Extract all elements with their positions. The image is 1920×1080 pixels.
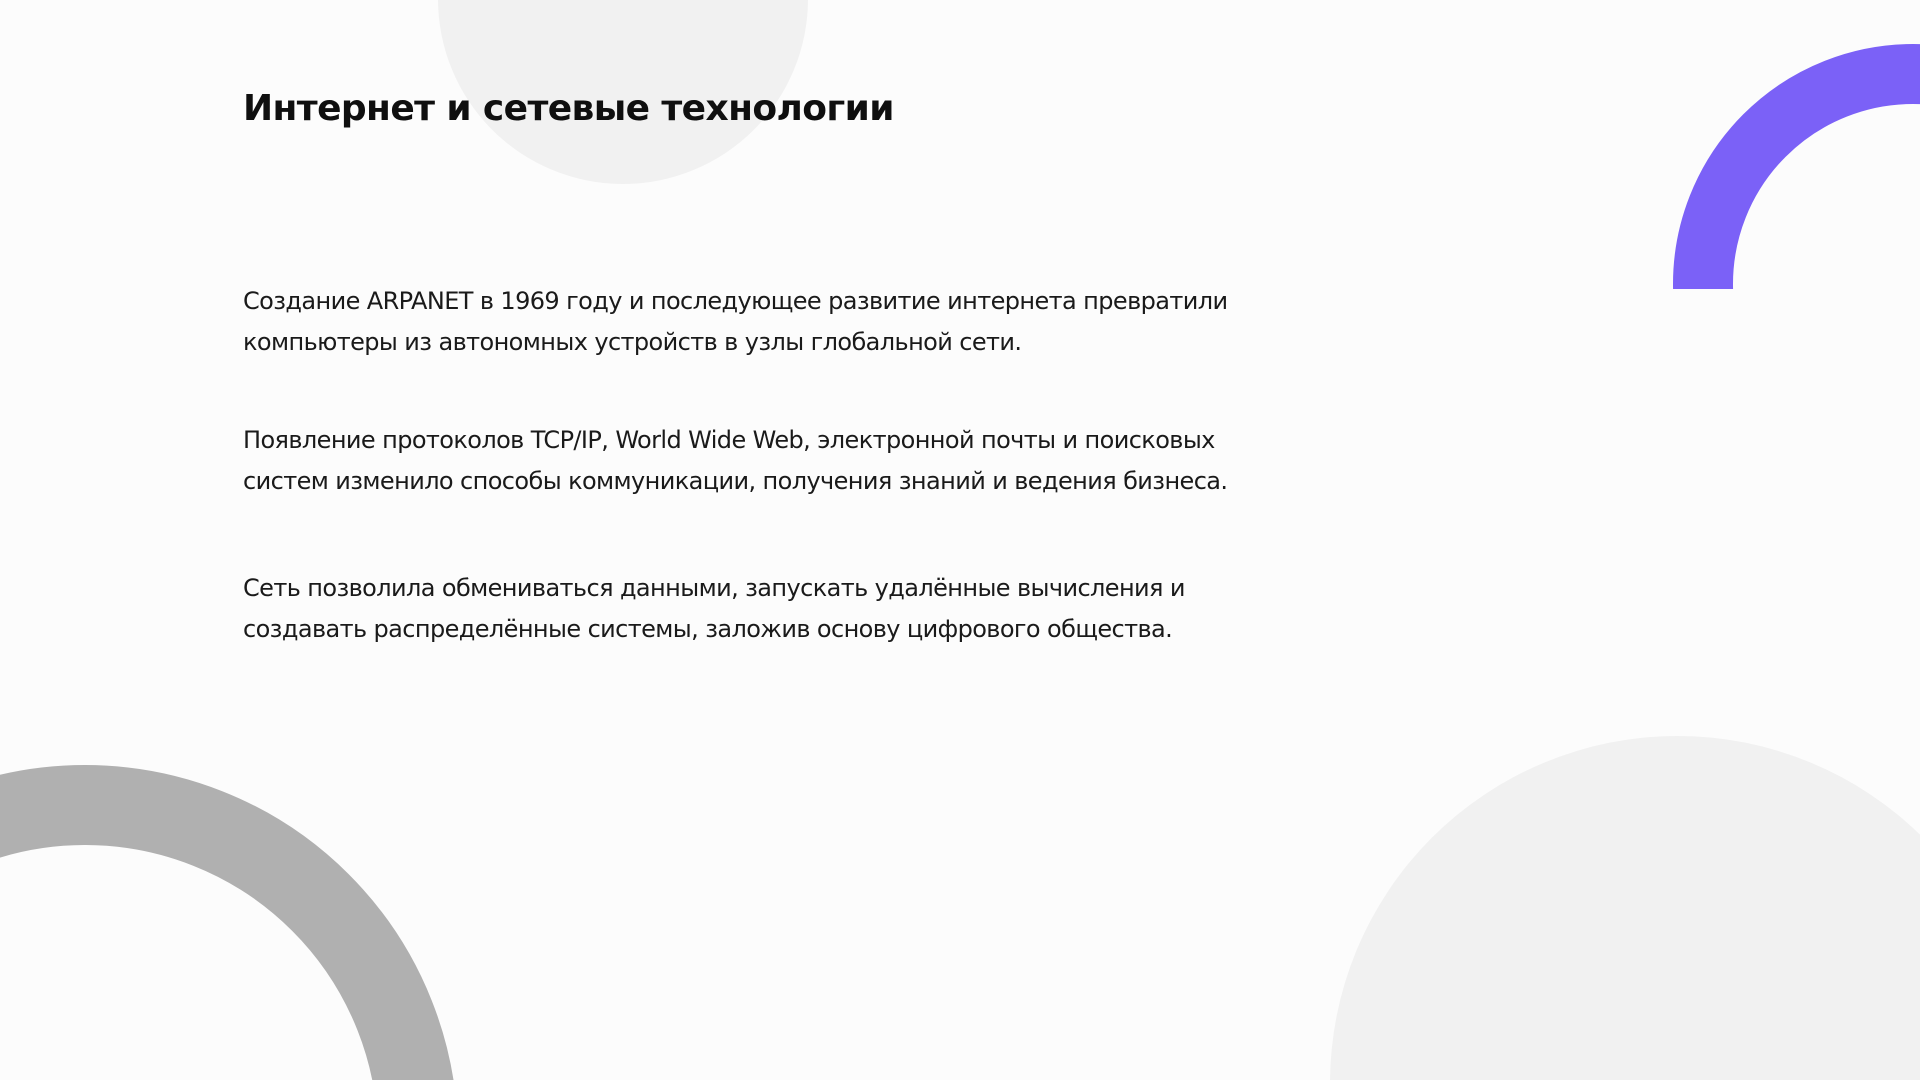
paragraph-arpanet: Создание ARPANET в 1969 году и последующее развитие интернета превратили компьютеры из автономных устройств в узлы глобальной сети. <box>243 287 1228 356</box>
decorative-ring-bottom-left <box>0 765 458 1080</box>
slide-title: Интернет и сетевые технологии <box>243 88 894 129</box>
paragraph-network-society: Сеть позволила обмениваться данными, запускать удалённые вычисления и создавать распределённые системы, заложив основу цифрового общества. <box>243 574 1185 643</box>
paragraph-protocols: Появление протоколов TCP/IP, World Wide Web, электронной почты и поисковых систем изменило способы коммуникации, получения знаний и ведения бизнеса. <box>243 426 1228 495</box>
decorative-circle-bottom-right <box>1330 736 1920 1080</box>
decorative-arc-top-right <box>1673 44 1920 524</box>
